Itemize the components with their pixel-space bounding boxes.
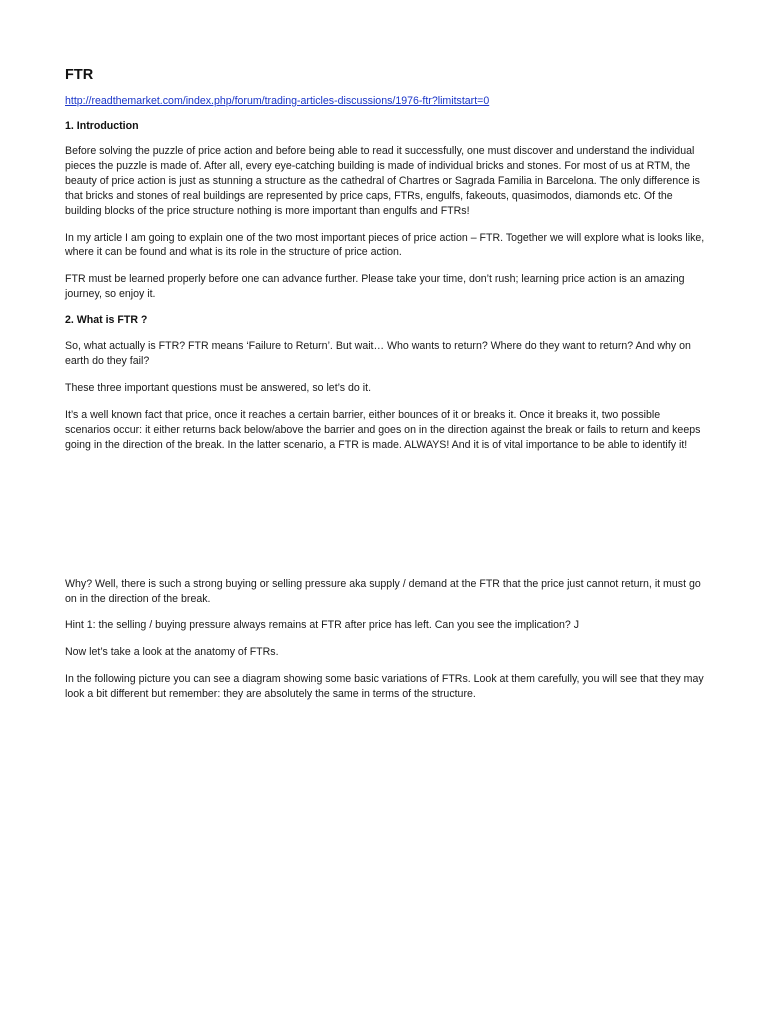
section-heading-what-is-ftr: 2. What is FTR ? — [65, 314, 148, 327]
intro-paragraph-2: In my article I am going to explain one of the two most important pieces of price action – FTR. Together we will explore what is looks like, where it can be found and what is its role in the structure of price action. — [65, 231, 705, 259]
what-paragraph-6: In the following picture you can see a diagram showing some basic variations of FTRs. Look at them carefully, you will see that they may look a bit different but remember: they are absolutely the same in terms of the structure. — [65, 673, 704, 701]
source-link[interactable]: http://readthemarket.com/index.php/forum/trading-articles-discussions/1976-ftr?limitstart=0 — [65, 95, 490, 107]
blank-figure-area — [65, 453, 705, 577]
what-paragraph-2: These three important questions must be answered, so let’s do it. — [65, 381, 372, 394]
intro-paragraph-1: Before solving the puzzle of price action and before being able to read it successfully, one must discover and understand the individual pieces the puzzle is made of. After all, every eye-catching building is made of individual bricks and stones. For most of us at RTM, the beauty of price action is just as stunning a structure as the cathedral of Chartres or Sagrada Familia in Barcelona. The only difference is that bricks and stones of real buildings are represented by price caps, FTRs, engulfs, fakeouts, quasimodos, diamonds etc. Of the building blocks of the price structure nothing is more important than engulfs and FTRs! — [65, 145, 700, 217]
page-title: FTR — [65, 67, 94, 83]
what-paragraph-4: Why? Well, there is such a strong buying or selling pressure aka supply / demand at the FTR that the price just cannot return, it must go on in the direction of the break. — [65, 577, 701, 605]
intro-paragraph-3: FTR must be learned properly before one can advance further. Please take your time, don’t rush; learning price action is an amazing journey, so enjoy it. — [65, 273, 685, 301]
hint-1: Hint 1: the selling / buying pressure always remains at FTR after price has left. Can you see the implication? J — [65, 619, 580, 632]
what-paragraph-1: So, what actually is FTR? FTR means ‘Failure to Return’. But wait… Who wants to return? Where do they want to return? And why on earth do they fail? — [65, 340, 691, 368]
what-paragraph-5: Now let’s take a look at the anatomy of FTRs. — [65, 646, 279, 659]
what-paragraph-3: It’s a well known fact that price, once it reaches a certain barrier, either bounces of it or breaks it. Once it breaks it, two possible scenarios occur: it either returns back below/above the barrier and goes on in the direction against the break or fails to return and keeps going in the direction of the break. In the latter scenario, a FTR is made. ALWAYS! And it is of vital importance to be able to identify it! — [65, 408, 701, 451]
section-heading-introduction: 1. Introduction — [65, 120, 139, 132]
document-content — [65, 66, 705, 702]
